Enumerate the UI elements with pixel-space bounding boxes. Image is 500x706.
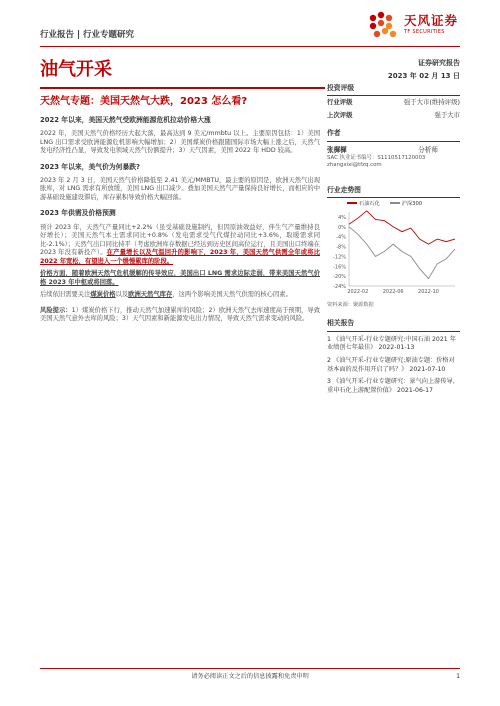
- y-tick-label: -12%: [333, 254, 346, 261]
- y-tick-label: 4%: [338, 214, 346, 221]
- rating-heading: 投资评级: [327, 82, 460, 96]
- related-report[interactable]: 3 《油气开采-行业专题研究：景气向上游传导，重申石化上游配置价值》 2021-06-17: [327, 378, 459, 395]
- forecast-highlight: 在产量增长以及气温回升的影响下，2023 年，美国天然气供需全年或将比 2022 年宽松，有望进入一个缓慢累库的阶段。: [40, 249, 320, 265]
- x-tick-label: 2022-06: [382, 288, 404, 295]
- legend-item: [347, 201, 380, 208]
- chart-heading: 行业走势图: [327, 184, 460, 198]
- y-tick-label: -16%: [333, 264, 346, 271]
- legend-label-0: 石油石化: [359, 200, 380, 207]
- risk-body: 1）煤炭价格下行，推动天然气加速累库的风险；2）欧洲天然气去库速度高于预期，导致美国天然气意外去库的风险；3）天气因素和新能源发电出力情况，导致天然气需求变动的风险。: [40, 306, 321, 323]
- rating-value: 强于大市: [434, 110, 460, 119]
- trend-chart-plot: [327, 208, 460, 298]
- logo-name: 天风证券: [404, 13, 459, 28]
- section-text: [40, 291, 320, 300]
- section-text: [40, 270, 320, 287]
- footer-disclaimer: 请务必阅读正文之后的信息披露和免责申明: [191, 673, 309, 680]
- related-heading: 相关报告: [327, 317, 460, 331]
- page-number: 1: [456, 673, 460, 680]
- watch-inventory: 欧洲天然气库存: [128, 291, 173, 299]
- report-date: 2023 年 02 月 13 日: [387, 72, 460, 80]
- series-line-1: [349, 227, 455, 279]
- related-report[interactable]: 1 《油气开采-行业专题研究:中国石油 2021 年业绩创七年最佳》 2022-01-13: [327, 335, 456, 352]
- price-highlight: 价格方面，随着欧洲天然气危机缓解的传导效应，美国出口 LNG 需求边际走弱，带来美国天然气价格 2023 年中枢或将回落。: [40, 270, 320, 286]
- related-report[interactable]: 2 《油气开采-行业专题研究:原油专题：价格对基本面的反作用开启了吗？》 2021-07-10: [327, 357, 455, 373]
- section-text: [40, 224, 320, 267]
- chart-legend: [327, 201, 460, 208]
- watch-text: ，这两个影响美国天然气供需的核心因素。: [172, 291, 292, 299]
- y-tick-label: -4%: [336, 234, 346, 241]
- analyst-email[interactable]: zhangxixi@tfzq.com: [327, 162, 382, 169]
- analyst-row: [327, 146, 460, 155]
- series-line-0: [349, 211, 455, 244]
- analyst-cert: SAC 执业证书编号：S1110517120003: [327, 154, 426, 161]
- risk-text: [40, 307, 320, 324]
- rating-key: 上次评级: [327, 110, 353, 119]
- watch-text: 后续依旧需要关注: [40, 291, 91, 299]
- report-type: 证券研究报告: [418, 59, 460, 67]
- logo-english: TF SECURITIES: [404, 29, 445, 35]
- x-tick-label: 2022-10: [418, 288, 439, 295]
- footer-divider: [40, 668, 460, 669]
- analyst-role: 分析师: [418, 145, 438, 154]
- chart-source: 资料来源：聚源数据: [327, 302, 374, 309]
- section-heading: 2023 年以来，美气价为何暴跌?: [40, 162, 140, 171]
- x-tick-label: 2022-02: [347, 288, 369, 295]
- trend-chart: [327, 184, 460, 310]
- forecast-text: 预计 2023 年，天然气产量同比+2.2%（虽受基础设施制约，但因原油效益好，伴生气产量维持良好增长）；美国天然气本土需求同比+0.8%（发电需求受气代煤拉动同比+3.6%，取暖需求同比-2.1%）；天然气出口同比持平（考虑欧洲库存数据已经达到历史区间高位运行，且美国出口终端在 2023 年没有新投产）。: [40, 223, 320, 257]
- logo-mark-icon: [367, 9, 401, 43]
- company-logo: [367, 9, 467, 43]
- legend-item: [390, 201, 422, 208]
- industry-title: 油气开采: [40, 59, 112, 80]
- legend-label-1: 沪深300: [401, 200, 423, 207]
- report-title: 天然气专题：美国天然气大跌，2023 怎么看?: [40, 96, 248, 107]
- main-content: [40, 116, 320, 331]
- y-tick-label: -20%: [333, 273, 346, 280]
- watch-text: 以及: [115, 291, 129, 299]
- y-tick-label: 0%: [338, 224, 346, 231]
- title-divider: [40, 87, 325, 89]
- section-heading: 2023 年供需及价格预测: [40, 209, 116, 218]
- sidebar: [327, 82, 460, 400]
- rating-key: 行业评级: [327, 98, 353, 107]
- rating-row: [327, 109, 460, 122]
- breadcrumb: 行业报告 | 行业专题研究: [40, 30, 135, 40]
- section-text: 2022 年，美国天然气价格经历大起大落，最高达到 9 美元/mmbtu 以上。主要原因包括：1）美国 LNG 出口需求受欧洲能源危机影响大幅增加；2）美国煤炭价格跟随国际市场大幅上涨之后，天然气发电经济性凸显，导致发电领域天然气份额提升；3）天气因素，美国 2022 年 HDD 较高。: [40, 130, 320, 155]
- rating-row: [327, 96, 460, 109]
- section-heading: 2022 年以来，美国天然气受欧洲能源危机拉动价格大涨: [40, 116, 211, 124]
- header-divider: [40, 46, 460, 47]
- y-tick-label: -8%: [336, 244, 346, 251]
- section-text: 2023 年 2 月 3 日，美国天然气价格降低至 2.41 美元/MMBTU，最主要的原因是，欧洲天然气出现胀库，对 LNG 需求有所放缓，美国 LNG 出口减少。叠加美国天然气产量保持良好增长，而相应的中游基础设施建设滞后，库存累积导致价格大幅回落。: [40, 176, 320, 201]
- watch-coal: 煤炭价格: [90, 291, 116, 299]
- analyst-name: 张樨樨: [327, 145, 347, 154]
- rating-value: 强于大市(维持评级): [403, 98, 460, 107]
- author-heading: 作者: [327, 127, 460, 141]
- y-tick-label: -24%: [333, 283, 346, 290]
- risk-label: 风险提示：: [40, 306, 72, 314]
